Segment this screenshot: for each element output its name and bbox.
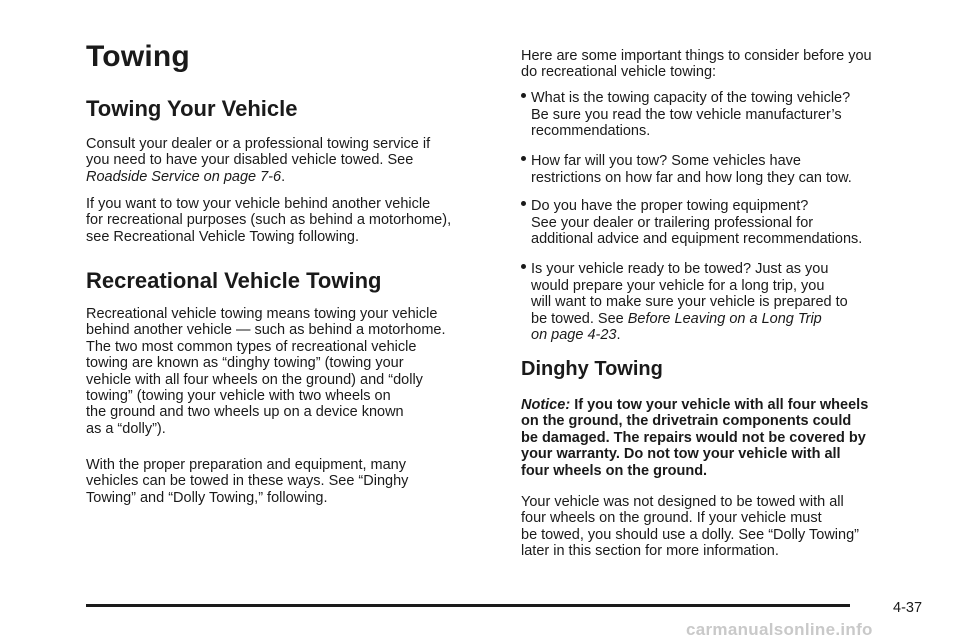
paragraph-consult-dealer <box>86 136 496 185</box>
link-before-leaving[interactable]: Before Leaving on a Long Trip on page 4-23 <box>531 310 822 344</box>
notice-label: Notice: <box>521 397 571 413</box>
heading-recreational-vehicle-towing: Recreational Vehicle Towing <box>86 268 382 293</box>
link-roadside-service[interactable]: Roadside Service on page 7-6 <box>86 168 282 185</box>
paragraph-consult-text: Consult your dealer or a professional towing service if you need to have your disabled vehicle towed. See <box>86 136 431 169</box>
watermark: carmanualsonline.info <box>686 620 873 639</box>
page-number: 4-37 <box>893 600 923 616</box>
footer-rule <box>86 604 850 607</box>
bullet-towing-equipment: Do you have the proper towing equipment? See your dealer or trailering professional for additional advice and equipment recommendations. <box>531 198 863 248</box>
paragraph-considerations-intro: Here are some important things to consider before you do recreational vehicle towing: <box>521 48 872 81</box>
notice-text: If you tow your vehicle with all four wheels on the ground, the drivetrain components could be damaged. The repairs would not be covered by your warranty. Do not tow your vehicle with all four wheels on the ground. <box>521 397 869 479</box>
bullet-vehicle-ready-end: . <box>616 327 621 344</box>
bullet-vehicle-ready <box>531 261 926 344</box>
notice-block <box>521 397 931 479</box>
paragraph-proper-preparation: With the proper preparation and equipment, many vehicles can be towed in these ways. See “Dinghy Towing” and “Dolly Towing,” following. <box>86 457 409 506</box>
heading-towing-your-vehicle: Towing Your Vehicle <box>86 96 298 121</box>
paragraph-consult-end: . <box>281 168 286 185</box>
bullet-dot <box>521 264 526 269</box>
bullet-vehicle-ready-text: Is your vehicle ready to be towed? Just as you would prepare your vehicle for a long trip, you will want to make sure your vehicle is prepared to be towed. See <box>531 261 848 327</box>
bullet-towing-capacity: What is the towing capacity of the towing vehicle? Be sure you read the tow vehicle manufacturer’s recommendations. <box>531 90 851 140</box>
bullet-dot <box>521 156 526 161</box>
paragraph-dinghy-info: Your vehicle was not designed to be towed with all four wheels on the ground. If your vehicle must be towed, you should use a dolly. See “Dolly Towing” later in this section for more information. <box>521 494 859 560</box>
bullet-dot <box>521 93 526 98</box>
bullet-how-far: How far will you tow? Some vehicles have restrictions on how far and how long they can tow. <box>531 153 852 186</box>
paragraph-recreational-purposes: If you want to tow your vehicle behind another vehicle for recreational purposes (such as behind a motorhome), see Recreational Vehicle Towing following. <box>86 196 452 245</box>
page-title: Towing <box>86 40 190 73</box>
paragraph-recreational-definition: Recreational vehicle towing means towing your vehicle behind another vehicle — such as behind a motorhome. The two most common types of recreational vehicle towing are known as “dinghy towing” (towing your vehicle with all four wheels on the ground) and “dolly towing” (towing your vehicle with two wheels on the ground and two wheels up on a device known as a “dolly”). <box>86 306 446 437</box>
bullet-dot <box>521 201 526 206</box>
heading-dinghy-towing: Dinghy Towing <box>521 358 663 380</box>
